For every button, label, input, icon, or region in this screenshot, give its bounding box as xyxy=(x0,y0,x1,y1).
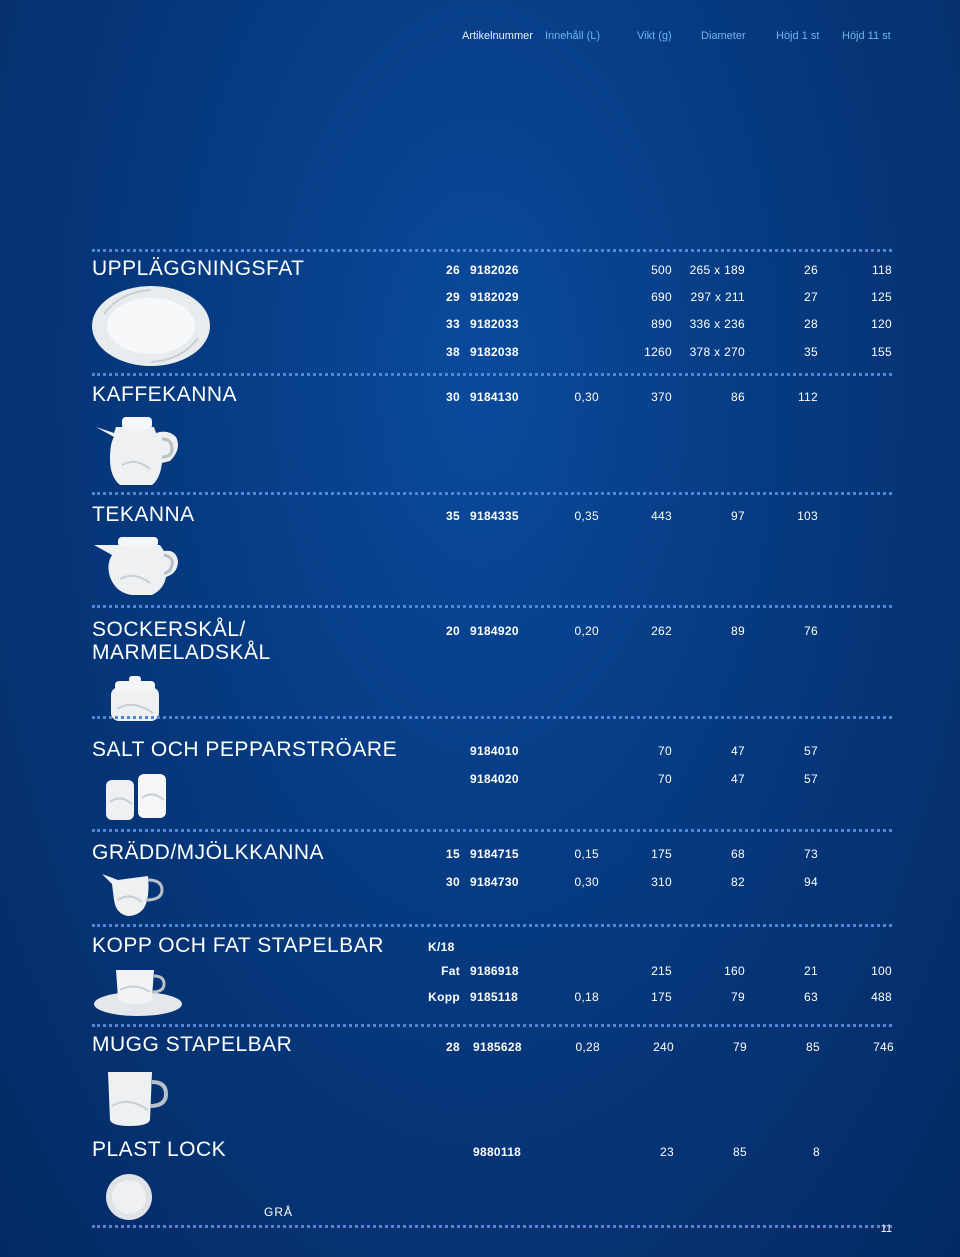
height11-value: 155 xyxy=(871,345,892,359)
section-title-tekanna: TEKANNA xyxy=(92,503,195,526)
content-value: 0,15 xyxy=(574,847,599,861)
height11-value: 100 xyxy=(871,964,892,978)
weight-value: 443 xyxy=(651,509,672,523)
content-value: 0,28 xyxy=(575,1040,600,1054)
size-code: 35 xyxy=(446,509,460,523)
stack-label: K/18 xyxy=(428,940,455,954)
diameter-value: 86 xyxy=(731,390,745,404)
diameter-value: 265 x 189 xyxy=(689,263,745,277)
coffee-pot-image xyxy=(92,413,184,487)
article-number: 9186918 xyxy=(470,964,519,978)
height1-value: 76 xyxy=(804,624,818,638)
size-code: 38 xyxy=(446,345,460,359)
weight-value: 70 xyxy=(658,772,672,786)
part-label: Kopp xyxy=(428,990,460,1004)
divider xyxy=(92,716,892,719)
content-value: 0,20 xyxy=(574,624,599,638)
height11-value: 118 xyxy=(871,263,892,277)
article-number: 9880118 xyxy=(473,1145,522,1159)
article-number: 9184130 xyxy=(470,390,519,404)
weight-value: 175 xyxy=(651,990,672,1004)
header-artikelnummer: Artikelnummer xyxy=(462,30,533,42)
section-title-kaffekanna: KAFFEKANNA xyxy=(92,383,238,406)
header-diameter: Diameter xyxy=(701,30,746,42)
diameter-value: 85 xyxy=(733,1145,747,1159)
content-value: 0,35 xyxy=(574,509,599,523)
weight-value: 240 xyxy=(653,1040,674,1054)
section-title-kopp: KOPP OCH FAT STAPELBAR xyxy=(92,934,384,957)
weight-value: 262 xyxy=(651,624,672,638)
article-number: 9184010 xyxy=(470,744,519,758)
size-code: 30 xyxy=(446,390,460,404)
creamer-image xyxy=(100,868,168,918)
section-title-plast: PLAST LOCK xyxy=(92,1138,227,1161)
article-number: 9184020 xyxy=(470,772,519,786)
divider xyxy=(92,829,892,832)
article-number: 9182029 xyxy=(470,290,519,304)
height1-value: 94 xyxy=(804,875,818,889)
size-code: 15 xyxy=(446,847,460,861)
height1-value: 21 xyxy=(804,964,818,978)
height1-value: 73 xyxy=(804,847,818,861)
weight-value: 70 xyxy=(658,744,672,758)
diameter-value: 47 xyxy=(731,772,745,786)
size-code: 29 xyxy=(446,290,460,304)
cup-saucer-image xyxy=(92,962,184,1018)
height1-value: 112 xyxy=(797,390,818,404)
platter-image xyxy=(90,284,212,368)
height11-value: 488 xyxy=(871,990,892,1004)
height11-value: 746 xyxy=(873,1040,894,1054)
diameter-value: 82 xyxy=(731,875,745,889)
content-value: 0,30 xyxy=(574,875,599,889)
teapot-image xyxy=(92,533,184,597)
content-value: 0,18 xyxy=(574,990,599,1004)
article-number: 9185628 xyxy=(473,1040,522,1054)
height1-value: 57 xyxy=(804,744,818,758)
diameter-value: 97 xyxy=(731,509,745,523)
mug-image xyxy=(104,1068,170,1128)
height1-value: 26 xyxy=(804,263,818,277)
diameter-value: 79 xyxy=(731,990,745,1004)
section-title-salt: SALT OCH PEPPARSTRÖARE xyxy=(92,738,398,761)
diameter-value: 89 xyxy=(731,624,745,638)
weight-value: 175 xyxy=(651,847,672,861)
article-number: 9185118 xyxy=(470,990,519,1004)
weight-value: 310 xyxy=(651,875,672,889)
weight-value: 23 xyxy=(660,1145,674,1159)
height11-value: 120 xyxy=(871,317,892,331)
diameter-value: 336 x 236 xyxy=(689,317,745,331)
diameter-value: 160 xyxy=(724,964,745,978)
divider xyxy=(92,924,892,927)
weight-value: 890 xyxy=(651,317,672,331)
size-code: 33 xyxy=(446,317,460,331)
weight-value: 500 xyxy=(651,263,672,277)
article-number: 9182033 xyxy=(470,317,519,331)
height1-value: 35 xyxy=(804,345,818,359)
height1-value: 8 xyxy=(813,1145,820,1159)
diameter-value: 47 xyxy=(731,744,745,758)
height1-value: 57 xyxy=(804,772,818,786)
divider xyxy=(92,492,892,495)
section-title-sockerskal: SOCKERSKÅL/ xyxy=(92,618,246,641)
height1-value: 28 xyxy=(804,317,818,331)
divider xyxy=(92,605,892,608)
article-number: 9184335 xyxy=(470,509,519,523)
article-number: 9182026 xyxy=(470,263,519,277)
height1-value: 27 xyxy=(804,290,818,304)
diameter-value: 378 x 270 xyxy=(689,345,745,359)
color-note: GRÅ xyxy=(264,1205,294,1219)
weight-value: 690 xyxy=(651,290,672,304)
size-code: 30 xyxy=(446,875,460,889)
weight-value: 215 xyxy=(651,964,672,978)
height11-value: 125 xyxy=(871,290,892,304)
section-title-marmeladskal: MARMELADSKÅL xyxy=(92,641,271,664)
article-number: 9184730 xyxy=(470,875,519,889)
section-title-mugg: MUGG STAPELBAR xyxy=(92,1033,293,1056)
salt-pepper-image xyxy=(104,772,168,822)
divider xyxy=(92,1225,892,1228)
article-number: 9182038 xyxy=(470,345,519,359)
size-code: 26 xyxy=(446,263,460,277)
content-value: 0,30 xyxy=(574,390,599,404)
header-hojd11: Höjd 11 st xyxy=(842,30,891,42)
height1-value: 63 xyxy=(804,990,818,1004)
height1-value: 85 xyxy=(806,1040,820,1054)
weight-value: 1260 xyxy=(644,345,672,359)
header-hojd1: Höjd 1 st xyxy=(776,30,820,42)
diameter-value: 297 x 211 xyxy=(690,290,745,304)
divider xyxy=(92,249,892,252)
part-label: Fat xyxy=(441,964,460,978)
section-title-gradd: GRÄDD/MJÖLKKANNA xyxy=(92,841,325,864)
header-innehall: Innehåll (L) xyxy=(545,30,601,42)
size-code: 28 xyxy=(446,1040,460,1054)
header-vikt: Vikt (g) xyxy=(637,30,672,42)
divider xyxy=(92,1024,892,1027)
page-number: 11 xyxy=(880,1223,892,1235)
size-code: 20 xyxy=(446,624,460,638)
plastic-lid-image xyxy=(104,1172,154,1222)
article-number: 9184715 xyxy=(470,847,519,861)
section-title-upplaggningsfat: UPPLÄGGNINGSFAT xyxy=(92,257,305,280)
divider xyxy=(92,373,892,376)
diameter-value: 79 xyxy=(733,1040,747,1054)
weight-value: 370 xyxy=(651,390,672,404)
article-number: 9184920 xyxy=(470,624,519,638)
diameter-value: 68 xyxy=(731,847,745,861)
height1-value: 103 xyxy=(797,509,818,523)
